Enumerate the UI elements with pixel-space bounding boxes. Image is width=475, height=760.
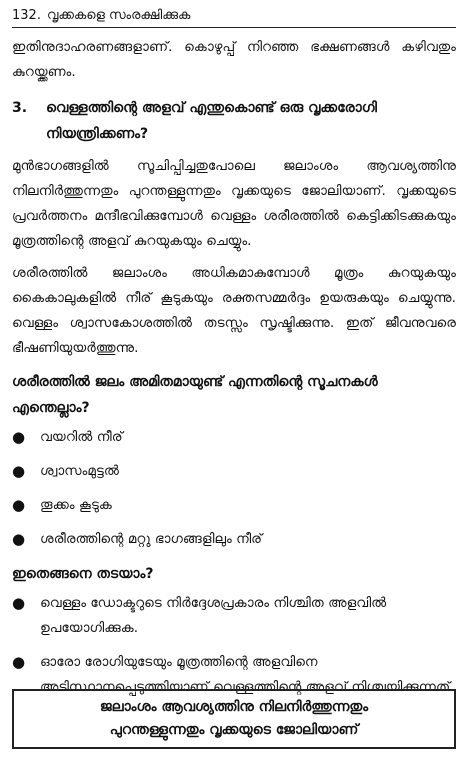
bullet-icon: ● (12, 428, 26, 446)
list-item (12, 493, 456, 518)
question-number: 3. (12, 100, 28, 116)
list-item-text: ശ്വാസംമുട്ടൽ (40, 463, 119, 479)
highlight-line-2: പുറന്തള്ളുന്നതും വൃക്കയുടെ ജോലിയാണ് (109, 722, 359, 738)
paragraph-1: മുൻഭാഗങ്ങളിൽ സൂചിപ്പിച്ചതുപോലെ ജലാംശം ആവശ്യത്തിനു നിലനിർത്തുന്നതും പുറന്തള്ളുന്നതും വൃക്കയുടെ ജോലിയാണ്. വൃക്കയുടെ പ്രവർത്തനം മന്ദീഭവിക്കുമ്പോൾ വെള്ളം ശരീരത്തിൽ കെട്ടിക്കിടക്കുകയും മൂത്രത്തിന്റെ അളവ് കുറയുകയും ചെയ്യും. (12, 158, 456, 249)
list-item-text: തൂക്കം കൂടുക (40, 497, 112, 513)
bullet-icon: ● (12, 496, 26, 514)
prevention-list (12, 591, 456, 700)
list-item (12, 459, 456, 484)
highlight-box (12, 689, 456, 749)
intro-text: ഇതിനുദാഹരണങ്ങളാണ്. കൊഴുപ്പ് നിറഞ്ഞ ഭക്ഷണങ്ങൾ കഴിവതും കുറയ്ക്കണം. (12, 39, 456, 80)
list-item-text: വെള്ളം ഡോക്ടറുടെ നിർദ്ദേശപ്രകാരം നിശ്ചിത അളവിൽ ഉപയോഗിക്കുക. (40, 595, 387, 636)
bullet-icon: ● (12, 594, 26, 612)
list-item (12, 591, 456, 641)
question-text: വെള്ളത്തിന്റെ അളവ് എന്തുകൊണ്ട് ഒരു വൃക്കരോഗി നിയന്ത്രിക്കണം? (46, 100, 377, 142)
list-item-text: വയറിൽ നീര് (40, 429, 123, 445)
paragraph-2: ശരീരത്തിൽ ജലാംശം അധികമാകുമ്പോൾ മൂത്രം കുറയുകയും കൈകാലുകളിൽ നീര് കൂടുകയും രക്തസമ്മർദ്ദം ഉയരുകയും ചെയ്യുന്നു. വെള്ളം ശ്വാസകോശത്തിൽ തടസ്സം സൃഷ്ടിക്കുന്നു. ഇത് ജീവനുവരെ ഭീഷണിയുയർത്തുന്നു. (12, 265, 456, 356)
prevention-heading: ഇതെങ്ങനെ തടയാം? (12, 566, 154, 582)
symptoms-list (12, 425, 456, 552)
list-item (12, 425, 456, 450)
bullet-icon: ● (12, 462, 26, 480)
page-header (12, 0, 456, 28)
list-item-text: ഓരോ രോഗിയുടേയും മൂത്രത്തിന്റെ അളവിനെ അടിസ്ഥാനപ്പെടുത്തിയാണ് വെള്ളത്തിന്റെ അളവ് നിശ്ചയിക്കുന്നത്. (40, 654, 455, 695)
list-item-text: ശരീരത്തിന്റെ മറ്റു ഭാഗങ്ങളിലും നീര് (40, 531, 263, 547)
bullet-icon: ● (12, 530, 26, 548)
symptoms-heading: ശരീരത്തിൽ ജലം അമിതമായുണ്ട് എന്നതിന്റെ സൂചനകൾ എന്തെല്ലാം? (12, 374, 378, 416)
list-item (12, 527, 456, 552)
highlight-line-1: ജലാംശം ആവശ്യത്തിനു നിലനിർത്തുന്നതും (99, 699, 369, 715)
running-title: വൃക്കകളെ സംരക്ഷിക്കുക (46, 8, 191, 23)
question-3 (12, 95, 456, 147)
bullet-icon: ● (12, 653, 26, 671)
page-number: 132. (12, 8, 41, 23)
